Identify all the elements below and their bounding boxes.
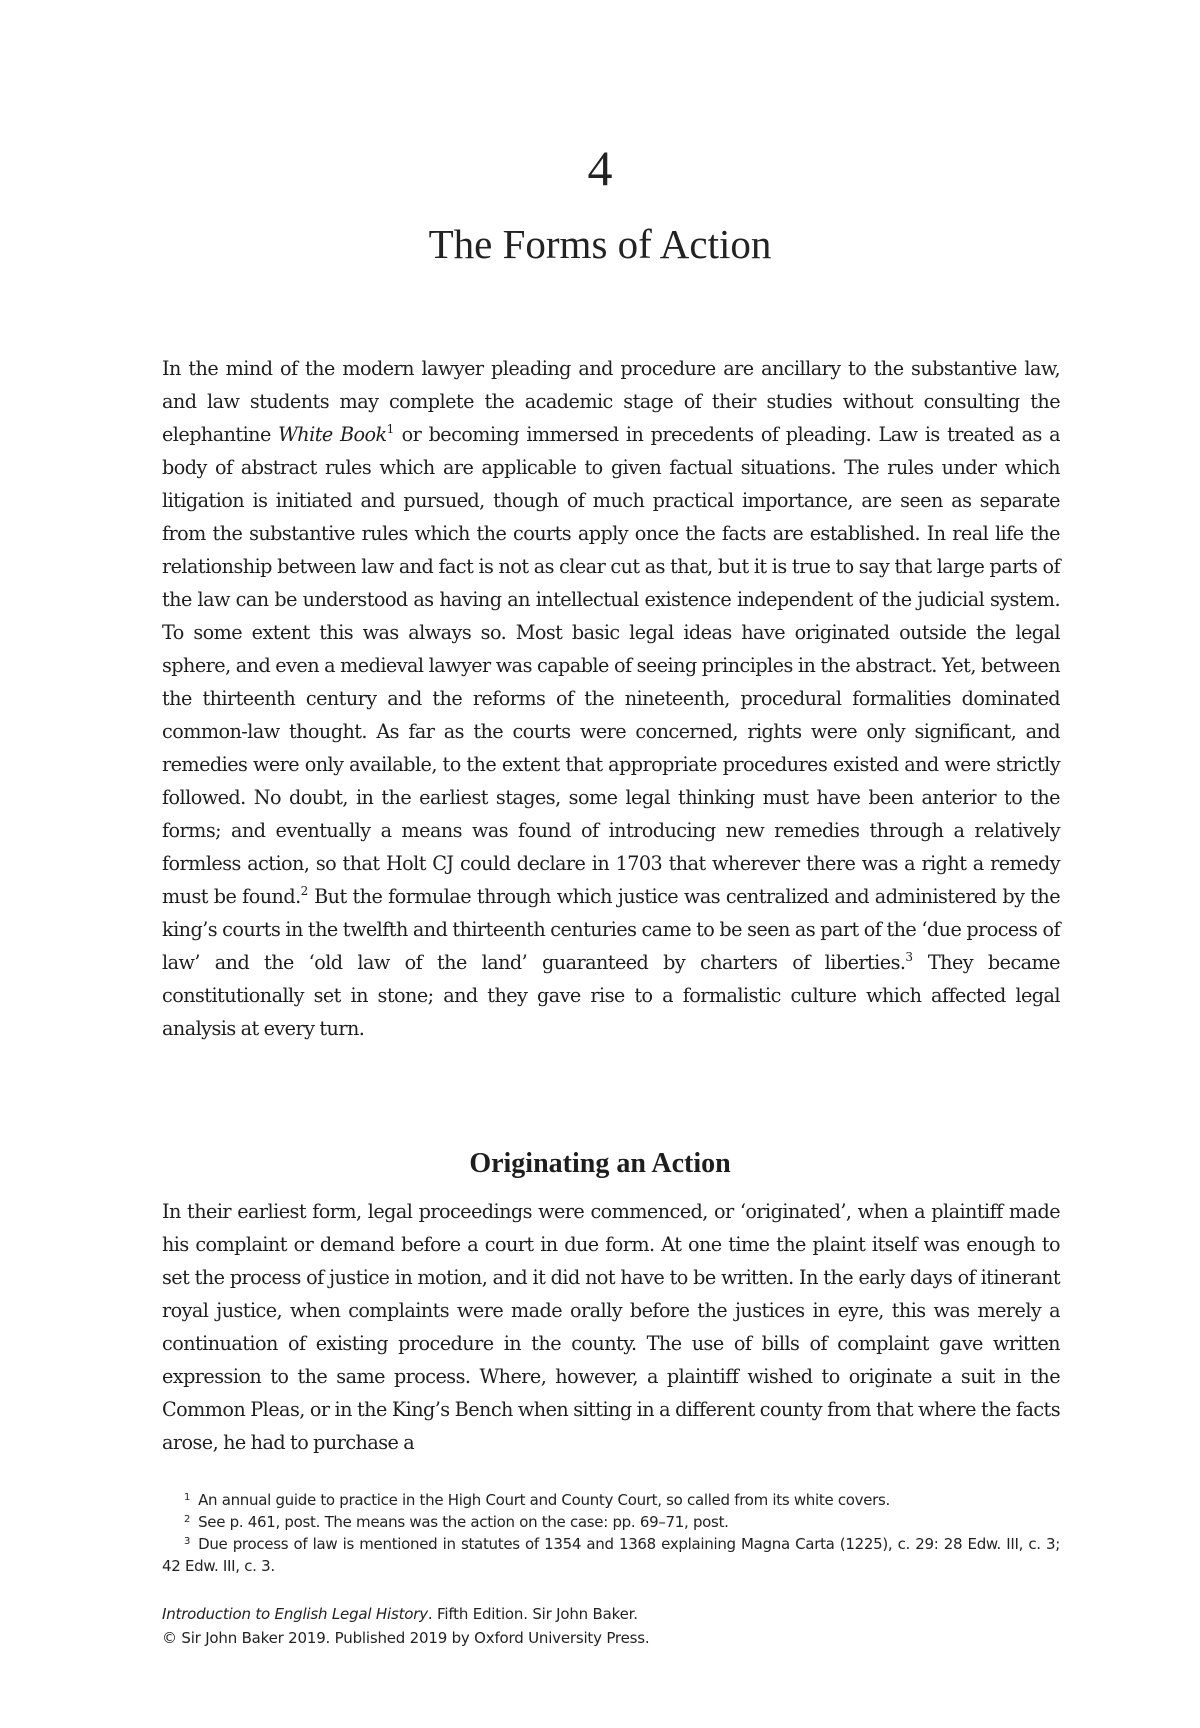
footnotes	[162, 1489, 1060, 1577]
footnote-number: 2	[184, 1514, 191, 1525]
imprint-edition-info: . Fifth Edition. Sir John Baker.	[427, 1605, 638, 1623]
white-book-title: White Book	[278, 423, 387, 446]
footnote-ref-2[interactable]: 2	[300, 884, 309, 898]
imprint-copyright: © Sir John Baker 2019. Published 2019 by Oxford University Press.	[162, 1629, 650, 1647]
section-heading: Originating an Action	[469, 1148, 731, 1179]
chapter-number: 4	[587, 140, 613, 196]
footnote-text: An annual guide to practice in the High Court and County Court, so called from its white covers.	[198, 1491, 891, 1509]
imprint-book-title: Introduction to English Legal History	[162, 1605, 428, 1623]
footnote-ref-1[interactable]: 1	[386, 422, 395, 436]
imprint	[162, 1602, 1060, 1650]
imprint-book-line	[162, 1602, 1060, 1626]
footnote-text: See p. 461, post. The means was the action on the case: pp. 69–71, post.	[198, 1513, 729, 1531]
footnote-2	[162, 1511, 1060, 1533]
footnote-ref-3[interactable]: 3	[905, 950, 914, 964]
body-paragraph-2	[162, 1195, 1060, 1459]
footnote-number: 3	[184, 1536, 191, 1547]
paragraph-1-text-d: They became constitutionally set in stone; and they gave rise to a formalistic culture which affected legal analysis at every turn.	[162, 951, 1060, 1040]
paragraph-1-text-c: But the formulae through which justice was centralized and administered by the king’s courts in the twelfth and thirteenth centuries came to be seen as part of the ‘due process of law’ and the ‘old law of the land’ guaranteed by charters of liberties.	[162, 885, 1060, 974]
footnote-number: 1	[184, 1492, 191, 1503]
footnote-3	[162, 1533, 1060, 1577]
body-paragraph-1	[162, 352, 1060, 1045]
footnote-1	[162, 1489, 1060, 1511]
paragraph-1-text-a: In the mind of the modern lawyer pleading and procedure are ancillary to the substantive law, and law students may complete the academic stage of their studies without consulting the elephantine	[162, 357, 1060, 446]
paragraph-1-text-b: or becoming immersed in precedents of pleading. Law is treated as a body of abstract rules which are applicable to given factual situations. The rules under which litigation is initiated and pursued, though of much practical importance, are seen as separate from the substantive rules which the courts apply once the facts are established. In real life the relationship between law and fact is not as clear cut as that, but it is true to say that large parts of the law can be understood as having an intellectual existence independent of the judicial system. To some extent this was always so. Most basic legal ideas have originated outside the legal sphere, and even a medieval lawyer was capable of seeing principles in the abstract. Yet, between the thirteenth century and the reforms of the nineteenth, procedural formalities dominated common-law thought. As far as the courts were concerned, rights were only significant, and remedies were only available, to the extent that appropriate procedures existed and were strictly followed. No doubt, in the earliest stages, some legal thinking must have been anterior to the forms; and eventually a means was found of introducing new remedies through a relatively formless action, so that Holt CJ could declare in 1703 that wherever there was a right a remedy must be found.	[162, 423, 1060, 908]
footnote-text: Due process of law is mentioned in statutes of 1354 and 1368 explaining Magna Carta (1225), c. 29: 28 Edw. III, c. 3; 42 Edw. III, c. 3.	[162, 1535, 1060, 1575]
chapter-title: The Forms of Action	[428, 221, 772, 267]
paragraph-2-text: In their earliest form, legal proceedings were commenced, or ‘originated’, when a plaintiff made his complaint or demand before a court in due form. At one time the plaint itself was enough to set the process of justice in motion, and it did not have to be written. In the early days of itinerant royal justice, when complaints were made orally before the justices in eyre, this was merely a continuation of existing procedure in the county. The use of bills of complaint gave written expression to the same process. Where, however, a plaintiff wished to originate a suit in the Common Pleas, or in the King’s Bench when sitting in a different county from that where the facts arose, he had to purchase a	[162, 1200, 1060, 1454]
